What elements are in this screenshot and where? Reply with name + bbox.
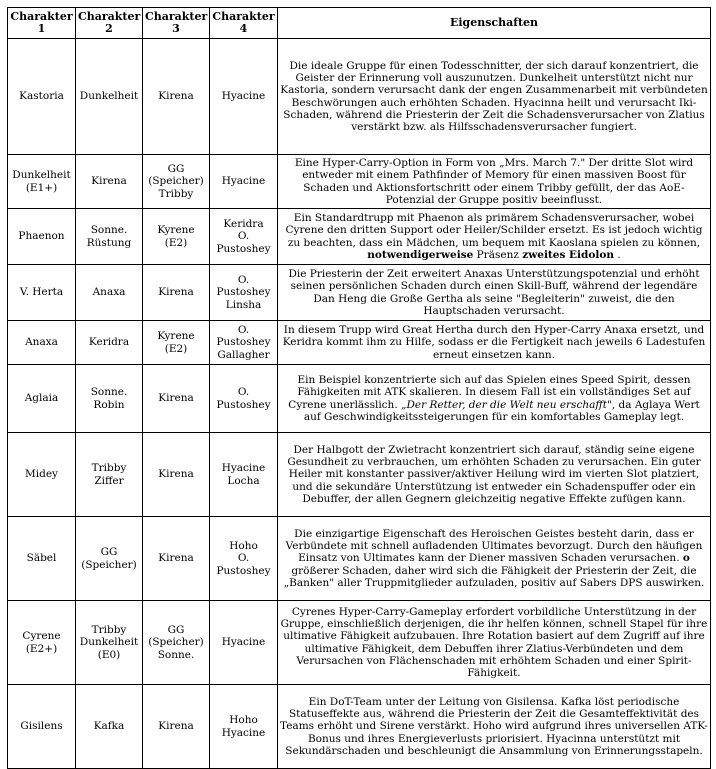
character-4-cell: Hoho O. Pustoshey [210,517,278,601]
team-composition-table [7,7,711,769]
character-4-cell: O. Pustoshey Linsha [210,265,278,321]
character-1-cell: Aglaia [8,365,76,433]
character-1-cell: Dunkelheit (E1+) [8,155,76,209]
character-1-cell: Anaxa [8,321,76,365]
description-cell: In diesem Trupp wird Great Hertha durch den Hyper-Carry Anaxa ersetzt, und Keridra kommt ihm zu Hilfe, sodass er die Fertigkeit nach jeweils 6 Ladestufen erneut einsetzen kann. [278,321,711,365]
character-1-cell: Säbel [8,517,76,601]
description-cell: Die einzigartige Eigenschaft des Heroischen Geistes besteht darin, dass er Verbündete mit schnell aufladenden Ultimates bevorzugt. Durch den häufigen Einsatz von Ultimates kann der Diener massiven Schaden verursachen. o größerer Schaden, daher wird sich die Fähigkeit der Priesterin der Zeit, die „Banken" aller Truppmitglieder aufzuladen, positiv auf Sabers DPS auswirken. [278,517,711,601]
character-2-cell: Dunkelheit [76,39,143,155]
emphasis-text: o [682,552,690,565]
header-character-2: Charakter 2 [76,8,143,39]
character-4-cell: Hyacine [210,39,278,155]
header-character-1: Charakter 1 [8,8,76,39]
table-row [8,685,711,769]
character-2-cell: Tribby Dunkelheit (E0) [76,601,143,685]
table-row [8,155,711,209]
character-3-cell: GG (Speicher) Tribby [143,155,210,209]
table-row [8,517,711,601]
header-character-3: Charakter 3 [143,8,210,39]
character-3-cell: Kirena [143,433,210,517]
table-row [8,365,711,433]
description-cell: Die Priesterin der Zeit erweitert Anaxas Unterstützungspotenzial und erhöht seinen persönlichen Schaden durch einen Skill-Buff, während der legendäre Dan Heng die Große Gertha als seine "Begleiterin" zuweist, die den Hauptschaden verursacht. [278,265,711,321]
character-1-cell: Midey [8,433,76,517]
quote-text: „Der Retter, der die Welt neu erschafft" [401,398,612,411]
character-3-cell: Kirena [143,517,210,601]
character-4-cell: Hyacine [210,601,278,685]
character-3-cell: Kirena [143,265,210,321]
character-2-cell: Tribby Ziffer [76,433,143,517]
description-cell: Ein Beispiel konzentrierte sich auf das Spielen eines Speed Spirit, dessen Fähigkeiten mit ATK skalieren. In diesem Fall ist ein vollständiges Set auf Cyrene unerlässlich. „Der Retter, der die Welt neu erschafft", da Aglaya Wert auf Geschwindigkeitssteigerungen für ein komfortables Gameplay legt. [278,365,711,433]
character-1-cell: Kastoria [8,39,76,155]
character-3-cell: GG (Speicher) Sonne. [143,601,210,685]
emphasis-text: zweites Eidolon [522,248,614,261]
description-cell: Ein Standardtrupp mit Phaenon als primärem Schadensverursacher, wobei Cyrene den dritten Support oder Heiler/Schilder ersetzt. Es ist jedoch wichtig zu beachten, dass ein Mädchen, um bequem mit Kaoslana spielen zu können, notwendigerweise Präsenz zweites Eidolon . [278,209,711,265]
character-4-cell: Keridra O. Pustoshey [210,209,278,265]
character-3-cell: Kirena [143,365,210,433]
character-1-cell: Gisilens [8,685,76,769]
character-4-cell: O. Pustoshey Gallagher [210,321,278,365]
header-properties: Eigenschaften [278,8,711,39]
character-4-cell: Hyacine [210,155,278,209]
character-1-cell: Cyrene (E2+) [8,601,76,685]
character-1-cell: V. Herta [8,265,76,321]
description-cell: Ein DoT-Team unter der Leitung von Gisilensa. Kafka löst periodische Statuseffekte aus, während die Priesterin der Zeit die Gesamteffektivität des Teams erhöht und Sirene verstärkt. Hoho wird aufgrund ihres universellen ATK-Bonus und ihres Energieverlusts priorisiert. Hyacinna unterstützt mit Sekundärschaden und beschleunigt die Ansammlung von Erinnerungsstapeln. [278,685,711,769]
character-2-cell: Anaxa [76,265,143,321]
table-row [8,209,711,265]
description-cell: Eine Hyper-Carry-Option in Form von „Mrs. March 7." Der dritte Slot wird entweder mit einem Pathfinder of Memory für einen massiven Boost für Schaden und Aktionsfortschritt oder einem Tribby gefüllt, der das AoE-Potenzial der Gruppe positiv beeinflusst. [278,155,711,209]
description-cell: Die ideale Gruppe für einen Todesschnitter, der sich darauf konzentriert, die Geister der Erinnerung voll auszunutzen. Dunkelheit unterstützt nicht nur Kastoria, sondern verursacht dank der engen Zusammenarbeit mit verbündeten Beschwörungen auch erhöhten Schaden. Hyacinna heilt und verursacht Iki-Schaden, während die Priesterin der Zeit die Schadensverursacher von Zlatius verstärkt bzw. als Hilfsschadensverursacher fungiert. [278,39,711,155]
table-row [8,39,711,155]
table-row [8,321,711,365]
character-4-cell: Hoho Hyacine [210,685,278,769]
description-cell: Der Halbgott der Zwietracht konzentriert sich darauf, ständig seine eigene Gesundheit zu verbrauchen, um erhöhten Schaden zu verursachen. Ein guter Heiler mit konstanter passiver/aktiver Heilung wird im vierten Slot platziert, und die sekundäre Unterstützung ist entweder ein Schadenspuffer oder ein Debuffer, der allen Gegnern gleichzeitig negative Effekte zufügen kann. [278,433,711,517]
character-3-cell: Kyrene (E2) [143,209,210,265]
character-2-cell: Sonne. Robin [76,365,143,433]
emphasis-text: notwendigerweise [367,248,474,261]
header-character-4: Charakter 4 [210,8,278,39]
character-3-cell: Kirena [143,685,210,769]
table-row [8,433,711,517]
character-4-cell: Hyacine Locha [210,433,278,517]
character-1-cell: Phaenon [8,209,76,265]
character-2-cell: GG (Speicher) [76,517,143,601]
character-4-cell: O. Pustoshey [210,365,278,433]
table-row [8,601,711,685]
character-2-cell: Sonne. Rüstung [76,209,143,265]
character-2-cell: Kafka [76,685,143,769]
table-row [8,265,711,321]
header-row [8,8,711,39]
character-3-cell: Kirena [143,39,210,155]
character-2-cell: Kirena [76,155,143,209]
character-2-cell: Keridra [76,321,143,365]
description-cell: Cyrenes Hyper-Carry-Gameplay erfordert vorbildliche Unterstützung in der Gruppe, einschließlich derjenigen, die ihr helfen können, schnell Stapel für ihre ultimative Fähigkeit aufzubauen. Ihre Rotation basiert auf dem Zugriff auf ihre ultimative Fähigkeit, dem Debuffen ihrer Zlatius-Verbündeten und dem Verursachen von Flächenschaden mit erhöhtem Schaden und einer Spirit-Fähigkeit. [278,601,711,685]
character-3-cell: Kyrene (E2) [143,321,210,365]
